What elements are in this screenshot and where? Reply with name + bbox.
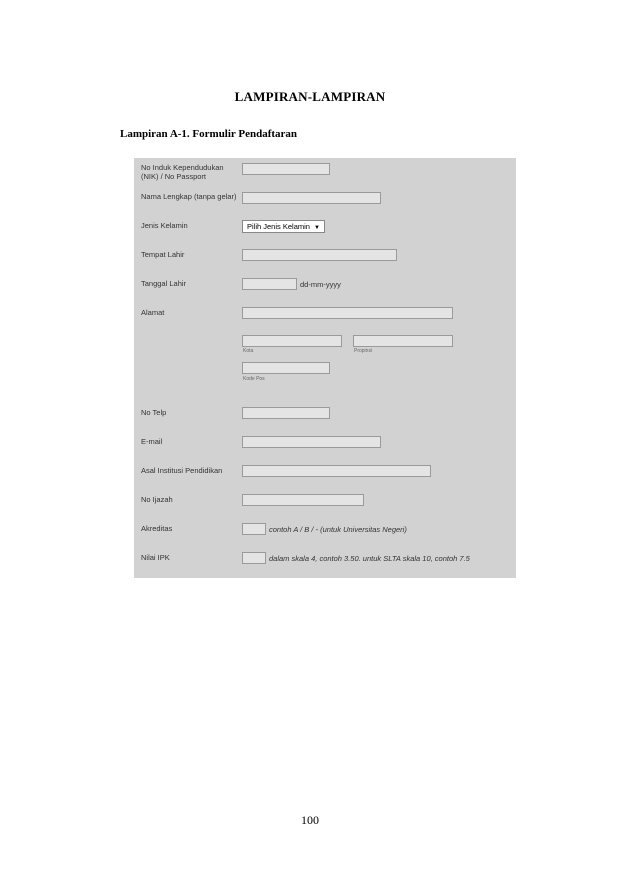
ijazah-input[interactable] (242, 494, 364, 506)
section-title: Lampiran A-1. Formulir Pendaftaran (120, 128, 298, 140)
telp-label: No Telp (141, 408, 167, 417)
institusi-label: Asal Institusi Pendidikan (141, 466, 223, 475)
kota-input[interactable] (242, 335, 342, 347)
ijazah-label: No Ijazah (141, 495, 173, 504)
tanggal-lahir-hint: dd-mm-yyyy (300, 280, 341, 289)
email-label: E-mail (141, 437, 163, 446)
ipk-hint: dalam skala 4, contoh 3.50. untuk SLTA skala 10, contoh 7.5 (269, 554, 470, 563)
tanggal-lahir-label: Tanggal Lahir (141, 279, 187, 288)
propinsi-label: Propinsi (354, 348, 373, 354)
kode-pos-label: Kode Pos (243, 376, 265, 382)
nama-input[interactable] (242, 192, 381, 204)
nama-label: Nama Lengkap (tanpa gelar) (141, 192, 237, 201)
email-input[interactable] (242, 436, 381, 448)
jenis-kelamin-select[interactable] (242, 220, 325, 233)
nik-input[interactable] (242, 163, 330, 175)
nik-label: No Induk Kependudukan (NIK) / No Passport (141, 163, 224, 181)
akreditas-input[interactable] (242, 523, 266, 535)
tanggal-lahir-input[interactable] (242, 278, 297, 290)
dropdown-arrow-icon: ▼ (313, 225, 320, 231)
kota-label: Kota (243, 348, 254, 354)
kode-pos-input[interactable] (242, 362, 330, 374)
jenis-kelamin-label: Jenis Kelamin (141, 221, 188, 230)
ipk-input[interactable] (242, 552, 266, 564)
alamat-label: Alamat (141, 308, 165, 317)
page-number: 100 (301, 813, 319, 827)
alamat-input[interactable] (242, 307, 453, 319)
telp-input[interactable] (242, 407, 330, 419)
ipk-label: Nilai IPK (141, 553, 170, 562)
page-title: LAMPIRAN-LAMPIRAN (234, 89, 386, 104)
akreditas-label: Akreditas (141, 524, 173, 533)
akreditas-hint: contoh A / B / - (untuk Universitas Negeri) (269, 525, 407, 534)
tempat-lahir-label: Tempat Lahir (141, 250, 185, 259)
institusi-input[interactable] (242, 465, 431, 477)
jenis-kelamin-value: Pilih Jenis Kelamin (247, 222, 310, 231)
registration-form-screenshot (134, 158, 516, 578)
propinsi-input[interactable] (353, 335, 453, 347)
tempat-lahir-input[interactable] (242, 249, 397, 261)
